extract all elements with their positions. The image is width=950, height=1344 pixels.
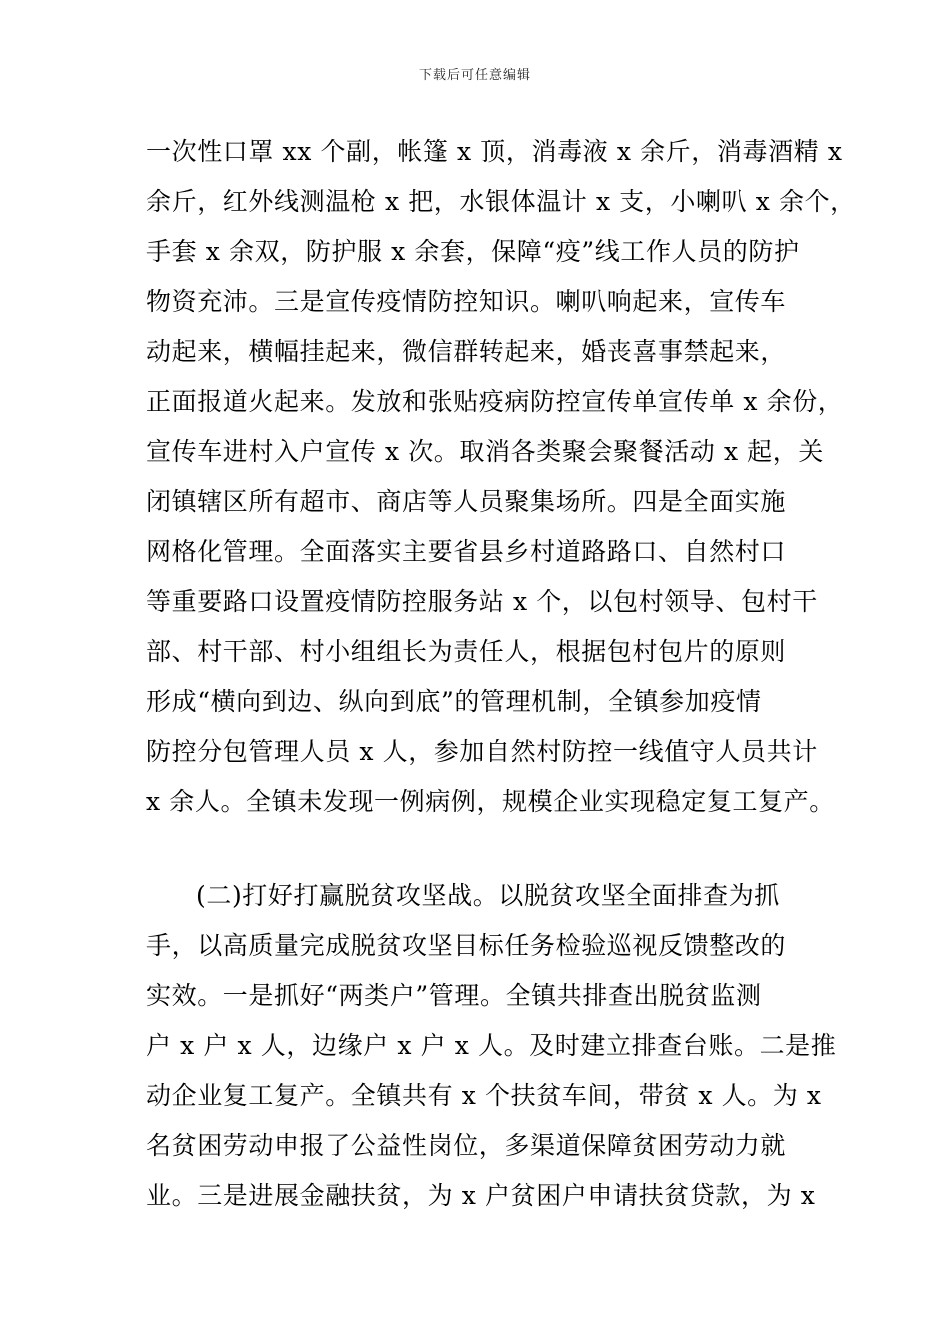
text-line: 部、村干部、村小组组长为责任人，根据包村包片的原则 [146,637,787,666]
text-line: 形成“横向到边、纵向到底”的管理机制，全镇参加疫情 [146,687,762,716]
text-line: 等重要路口设置疫情防控服务站 x 个，以包村领导、包村干 [146,587,818,616]
text-line: 动起来，横幅挂起来，微信群转起来，婚丧喜事禁起来， [146,337,787,366]
text-line: 实效。一是抓好“两类户”管理。全镇共排查出脱贫监测 [146,981,762,1010]
text-line: 手套 x 余双，防护服 x 余套，保障“疫”线工作人员的防护 [146,237,800,266]
text-line: 防控分包管理人员 x 人，参加自然村防控一线值守人员共计 [146,737,818,766]
text-line: (二)打好打赢脱贫攻坚战。以脱贫攻坚全面排查为抓 [196,881,780,910]
text-line: 余斤，红外线测温枪 x 把，水银体温计 x 支，小喇叭 x 余个， [146,187,856,216]
text-line: 业。三是进展金融扶贫，为 x 户贫困户申请扶贫贷款，为 x [146,1181,816,1210]
text-line: 一次性口罩 xx 个副，帐篷 x 顶，消毒液 x 余斤，消毒酒精 x [146,137,843,166]
text-line: 宣传车进村入户宣传 x 次。取消各类聚会聚餐活动 x 起，关 [146,437,824,466]
text-line: 网格化管理。全面落实主要省县乡村道路路口、自然村口 [146,537,787,566]
text-line: x 余人。全镇未发现一例病例，规模企业实现稳定复工复产。 [146,787,835,816]
text-line: 动企业复工复产。全镇共有 x 个扶贫车间，带贫 x 人。为 x [146,1081,822,1110]
text-line: 物资充沛。三是宣传疫情防控知识。喇叭响起来，宣传车 [146,287,787,316]
text-line: 手，以高质量完成脱贫攻坚目标任务检验巡视反馈整改的 [146,931,787,960]
text-line: 正面报道火起来。发放和张贴疫病防控宣传单宣传单 x 余份， [146,387,844,416]
text-line: 户 x 户 x 人，边缘户 x 户 x 人。及时建立排查台账。二是推 [146,1031,837,1060]
text-line: 名贫困劳动申报了公益性岗位，多渠道保障贫困劳动力就 [146,1131,787,1160]
page-header: 下载后可任意编辑 [418,68,531,83]
text-line: 闭镇辖区所有超市、商店等人员聚集场所。四是全面实施 [146,487,787,516]
